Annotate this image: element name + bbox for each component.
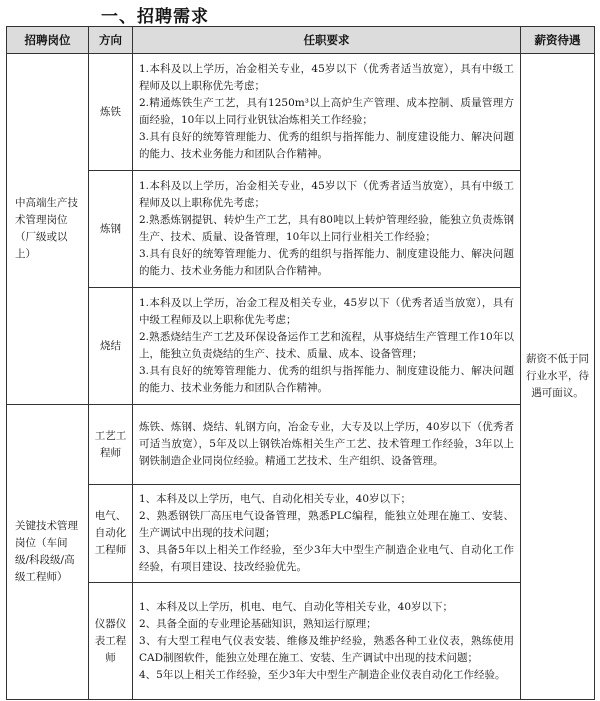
requirement-line: 3.具有良好的统筹管理能力、优秀的组织与指挥能力、制度建设能力、解决问题的能力、技术业务能力和团队合作精神。 (139, 365, 514, 394)
requirement-line: 2.熟悉炼钢提钒、转炉生产工艺，具有80吨以上转炉管理经验，能独立负责炼钢生产、技术、质量、设备管理，10年以上同行业相关工作经验； (139, 214, 514, 243)
requirements-cell-sintering (133, 288, 521, 405)
requirement-line: 2.熟悉烧结生产工艺及环保设备运作工艺和流程，从事烧结生产管理工作10年以上，能独立负责烧结的生产、技术、质量、成本、设备管理； (139, 331, 514, 360)
requirement-line: 4、5年以上相关工作经验，至少3年大中型生产制造企业仪表自动化工作经验。 (139, 668, 506, 681)
table-row (7, 54, 595, 171)
section-heading: 一、招聘需求 (101, 7, 209, 27)
requirement-line: 1.本科及以上学历，冶金相关专业，45岁以下（优秀者适当放宽），具有中级工程师及以上职称优先考虑； (139, 63, 514, 92)
salary-cell: 薪资不低于同行业水平，待遇可面议。 (521, 54, 595, 700)
requirement-line: 3、有大型工程电气仪表安装、维修及维护经验，熟悉各种工业仪表，熟练使用CAD制图软件，能独立处理在施工、安装、生产调试中出现的技术问题； (139, 634, 514, 664)
column-header-salary: 薪资待遇 (521, 27, 595, 54)
position-cell-key-technical: 关键技术管理岗位（车间级/科段级/高级工程师） (7, 405, 89, 700)
table-row (7, 583, 595, 700)
requirement-line: 2、熟悉钢铁厂高压电气设备管理，熟悉PLC编程，能独立处理在施工、安装、生产调试中出现的技术问题； (139, 510, 514, 539)
table-header-row (7, 27, 595, 54)
table-row (7, 405, 595, 485)
requirement-line: 3.具有良好的统筹管理能力、优秀的组织与指挥能力、制度建设能力、解决问题的能力、技术业务能力和团队合作精神。 (139, 131, 514, 160)
requirement-line: 1、本科及以上学历，机电、电气、自动化等相关专业，40岁以下； (139, 600, 454, 613)
column-header-requirements: 任职要求 (133, 27, 521, 54)
table-row (7, 171, 595, 288)
table-row (7, 288, 595, 405)
direction-cell-electrical-engineer: 电气、自动化工程师 (89, 485, 133, 583)
requirement-line: 炼铁、炼钢、烧结、轧钢方向，冶金专业，大专及以上学历，40岁以下（优秀者可适当放宽），5年及以上钢铁冶炼相关生产工艺、技术管理工作经验，3年以上钢铁制造企业同岗位经验。精通工艺技术、生产组织、设备管理。 (139, 421, 514, 467)
requirement-line: 2、具备全面的专业理论基础知识，熟知运行原理； (139, 617, 377, 630)
requirement-line: 1.本科及以上学历，冶金工程及相关专业，45岁以下（优秀者适当放宽），具有中级工程师及以上职称优先考虑； (139, 297, 514, 326)
recruitment-table (6, 26, 595, 700)
requirement-line: 3、具备5年以上相关工作经验，至少3年大中型生产制造企业电气、自动化工作经验，有项目建设、技改经验优先。 (139, 544, 514, 573)
requirement-line: 2.精通炼铁生产工艺，具有1250m³以上高炉生产管理、成本控制、质量管理方面经验，10年以上同行业钒钛冶炼相关工作经验； (139, 97, 514, 126)
requirement-line: 1、本科及以上学历，电气、自动化相关专业，40岁以下； (139, 493, 412, 505)
table-row (7, 485, 595, 583)
requirements-cell-steelmaking (133, 171, 521, 288)
requirement-line: 1.本科及以上学历，冶金相关专业，45岁以下（优秀者适当放宽），具有中级工程师及以上职称优先考虑； (139, 180, 514, 209)
requirements-cell-process-engineer (133, 405, 521, 485)
position-cell-senior-management: 中高端生产技术管理岗位（厂级或以上） (7, 54, 89, 405)
direction-cell-instrument-engineer: 仪器仪表工程师 (89, 583, 133, 700)
direction-cell-process-engineer: 工艺工程师 (89, 405, 133, 485)
direction-cell-sintering: 烧结 (89, 288, 133, 405)
requirements-cell-electrical-engineer (133, 485, 521, 583)
direction-cell-steelmaking: 炼钢 (89, 171, 133, 288)
column-header-position: 招聘岗位 (7, 27, 89, 54)
requirement-line: 3.具有良好的统筹管理能力、优秀的组织与指挥能力、制度建设能力、解决问题的能力、技术业务能力和团队合作精神。 (139, 248, 514, 277)
requirements-cell-instrument-engineer (133, 583, 521, 700)
direction-cell-ironmaking: 炼铁 (89, 54, 133, 171)
column-header-direction: 方向 (89, 27, 133, 54)
requirements-cell-ironmaking (133, 54, 521, 171)
